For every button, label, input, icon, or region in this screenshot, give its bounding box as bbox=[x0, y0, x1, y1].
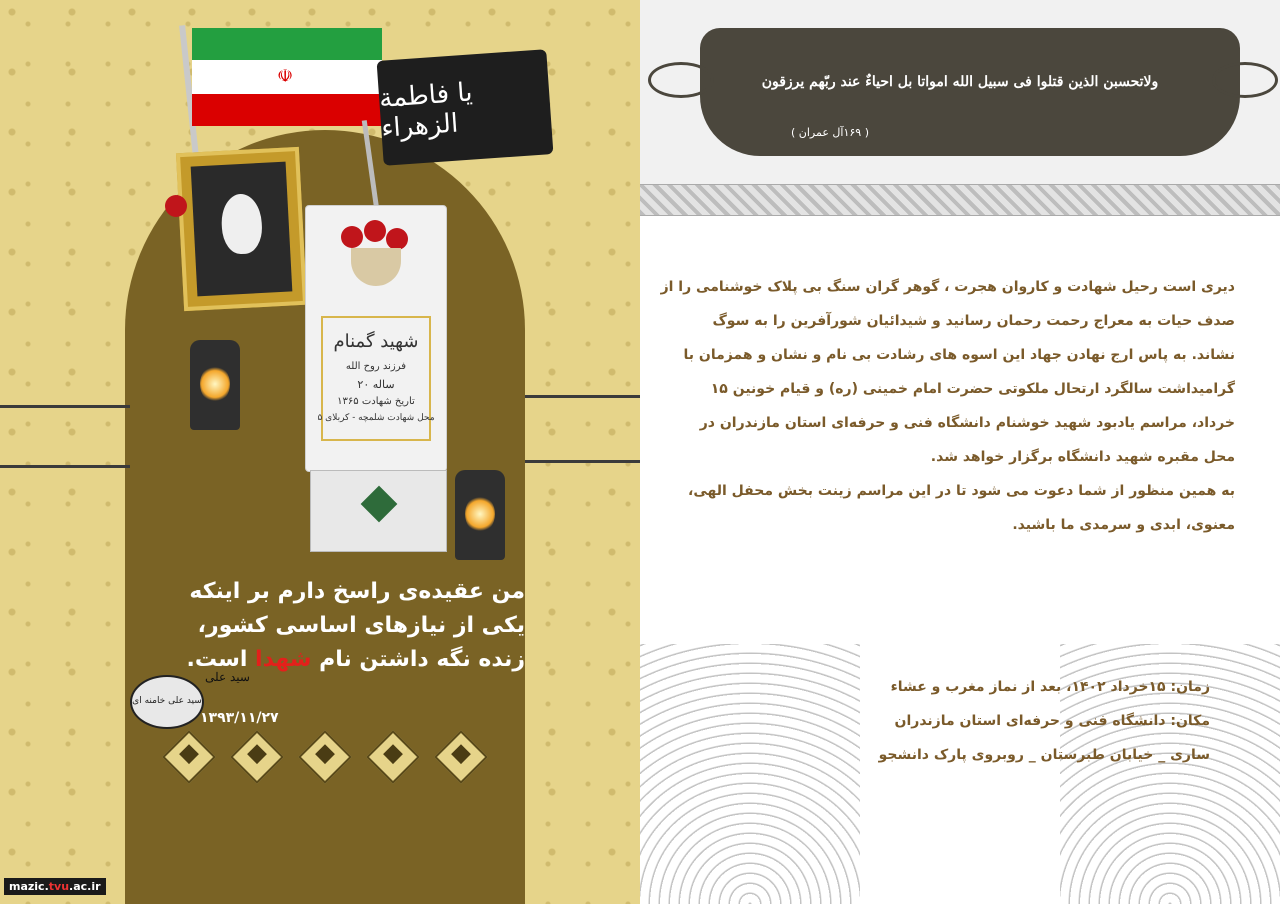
grave-line: ۲۰ ساله bbox=[357, 378, 395, 391]
diamond-ornament-icon bbox=[162, 730, 216, 784]
quote-line-last: زنده نگه داشتن نام شهدا است. bbox=[186, 647, 525, 672]
barbed-wire bbox=[0, 405, 130, 408]
lantern-icon bbox=[455, 470, 505, 560]
decorative-strip bbox=[640, 184, 1280, 216]
verse-reference: ( ۱۶۹آل عمران ) bbox=[791, 126, 869, 139]
grave-line: محل شهادت شلمچه - کربلای ۵ bbox=[317, 413, 435, 423]
grave-stone bbox=[305, 205, 447, 472]
quote-line: یکی از نیازهای اساسی کشور، bbox=[197, 613, 525, 638]
rose-icon bbox=[364, 220, 386, 242]
diamond-ornament-icon bbox=[434, 730, 488, 784]
grave-line: فرزند روح الله bbox=[345, 361, 407, 372]
diamond-ornaments bbox=[160, 728, 500, 798]
portrait-image bbox=[191, 162, 293, 297]
poster-right bbox=[640, 0, 1280, 904]
event-address: ساری _ خیابان طبرستان _ روبروی پارک دانشجو bbox=[878, 747, 1210, 763]
quran-verse: ولاتحسبن الذین قتلوا فی سبیل الله امواتا بل احیاءٌ عند ربّهم یرزقون bbox=[761, 74, 1159, 90]
body-line: نشاند. به پاس ارج نهادن جهاد این اسوه های رشادت بی نام و نشان و همزمان با bbox=[683, 347, 1235, 363]
seal-stamp: سید علی خامنه ای bbox=[130, 675, 204, 729]
body-line: دیری است رحیل شهادت و کاروان هجرت ، گوهر گران سنگ بی پلاک خوشنامی را از bbox=[660, 279, 1235, 295]
barbed-wire bbox=[525, 395, 640, 398]
lantern-icon bbox=[190, 340, 240, 430]
grave-line: تاریخ شهادت ۱۳۶۵ bbox=[337, 396, 415, 407]
barbed-wire bbox=[0, 465, 130, 468]
portrait-frame bbox=[176, 147, 307, 311]
emblem-icon: ☫ bbox=[277, 66, 294, 88]
site-watermark: mazic.tvu.ac.ir bbox=[4, 878, 106, 895]
event-place: مکان: دانشگاه فنی و حرفه‌ای استان مازندران bbox=[894, 713, 1210, 729]
signature: سید علی bbox=[205, 670, 250, 684]
diamond-ornament-icon bbox=[298, 730, 352, 784]
black-flag-text: یا فاطمة الزهراء bbox=[378, 76, 474, 144]
rose-icon bbox=[165, 195, 187, 217]
barbed-wire bbox=[525, 460, 640, 463]
rose-icon bbox=[386, 228, 408, 250]
event-info bbox=[740, 670, 1210, 772]
quote-date: ۱۳۹۳/۱۱/۲۷ bbox=[200, 710, 279, 726]
body-line: معنوی، ابدی و سرمدی ما باشید. bbox=[1012, 517, 1235, 533]
quote-highlight: شهدا bbox=[255, 647, 312, 672]
flower-vase bbox=[351, 248, 401, 286]
portrait-face-icon bbox=[220, 193, 263, 255]
body-line: صدف حیات به معراج رحمت رحمان رسانید و شیدائیان شورآفرین را به سوگ bbox=[712, 313, 1235, 329]
star-ornament-icon bbox=[361, 486, 398, 523]
invitation-body bbox=[660, 270, 1235, 542]
diamond-ornament-icon bbox=[366, 730, 420, 784]
grave-title: شهید گمنام bbox=[333, 331, 419, 352]
flourish-icon bbox=[648, 62, 714, 98]
body-line: محل مقبره شهید دانشگاه برگزار خواهد شد. bbox=[930, 449, 1235, 465]
iran-flag bbox=[192, 28, 382, 126]
body-line: گرامیداشت سالگرد ارتحال ملکوتی حضرت امام خمینی (ره) و قیام خونین ۱۵ bbox=[710, 381, 1235, 397]
body-line: به همین منظور از شما دعوت می شود تا در این مراسم زینت بخش محفل الهی، bbox=[688, 483, 1235, 499]
diamond-ornament-icon bbox=[230, 730, 284, 784]
black-flag bbox=[377, 49, 554, 166]
flourish-icon bbox=[1212, 62, 1278, 98]
quote-text bbox=[140, 575, 525, 677]
body-line: خرداد، مراسم یادبود شهید خوشنام دانشگاه فنی و حرفه‌ای استان مازندران در bbox=[699, 415, 1235, 431]
grave-base bbox=[310, 470, 447, 552]
quote-line: من عقیده‌ی راسخ دارم بر اینکه bbox=[189, 579, 525, 604]
rose-icon bbox=[341, 226, 363, 248]
event-time: زمان: ۱۵خرداد ۱۴۰۲، بعد از نماز مغرب و عشاء bbox=[890, 679, 1210, 695]
